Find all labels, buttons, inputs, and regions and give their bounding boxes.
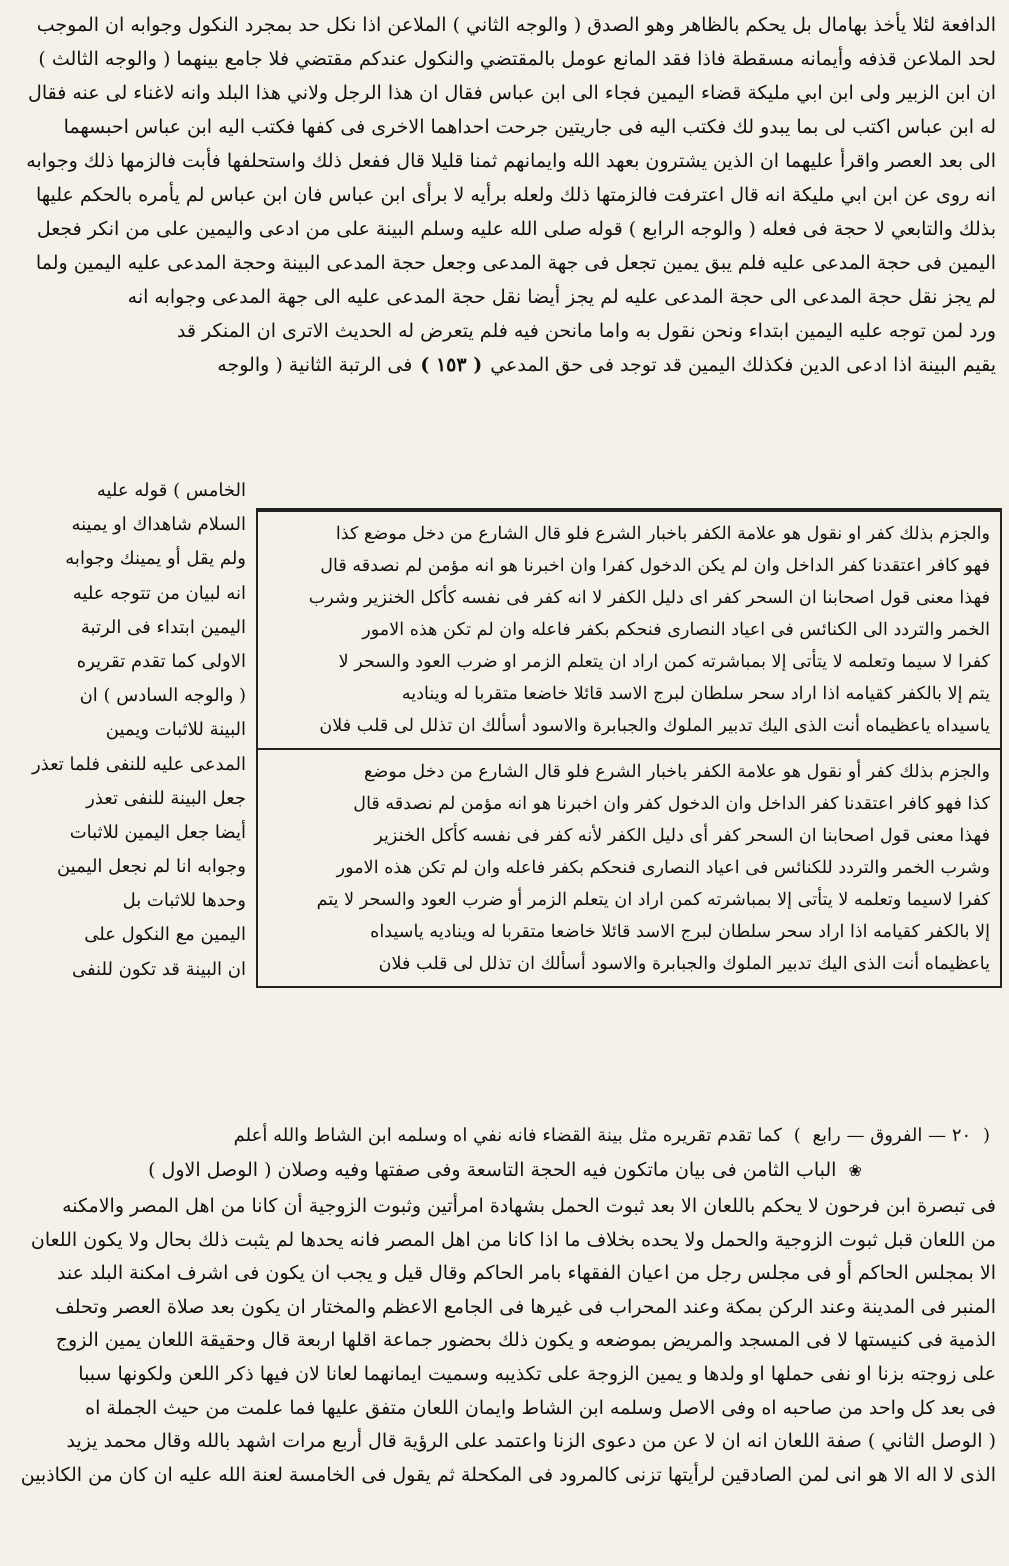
commentary-line: فهو كافر اعتقدنا كفر الداخل وان لم يكن الدخول كفرا وان اخبرنا هو انه مؤمن لم نصدقه قال bbox=[320, 556, 990, 576]
text-line: الدافعة لئلا يأخذ بهامال بل يحكم بالظاهر وهو الصدق ( والوجه الثاني ) الملاعن اذا نكل حد بمجرد النكول وجوابه ان الموجب bbox=[36, 14, 996, 36]
chapter-heading-text: الباب الثامن فى بيان ماتكون فيه الحجة التاسعة وفى صفتها وفيه وصلان ( الوصل الاول ) bbox=[148, 1159, 837, 1181]
text-line: فى تبصرة ابن فرحون لا يحكم باللعان الا بعد ثبوت الحمل بشهادة امرأتين وثبوت الزوجية أن كانا من اهل المصر والامكنه bbox=[62, 1195, 996, 1217]
footer-continuation: كما تقدم تقريره مثل بينة القضاء فانه نفي اه وسلمه ابن الشاط والله أعلم bbox=[233, 1125, 782, 1146]
commentary-part-1 bbox=[258, 512, 1000, 748]
commentary-line: وشرب الخمر والتردد للكنائس فى اعياد النصارى فنحكم بكفر فاعله وان لم تكن هذه الامور bbox=[336, 858, 990, 878]
commentary-line: يتم إلا بالكفر كقيامه اذا اراد سحر سلطان لبرج الاسد قائلا خاضعا متقربا له ويناديه bbox=[401, 684, 990, 704]
text-line: لحد الملاعن قذفه وأيمانه مسقطة فاذا فقد المانع عومل بالمقتضي والنكول عندكم مقتضي فلا جامع بينهما ( والوجه الثالث ) bbox=[38, 48, 996, 70]
text-line: لم يجز نقل حجة المدعى الى حجة المدعى عليه لم يجز أيضا نقل حجة المدعى عليه الى جهة المدعى وجوابه انه bbox=[127, 286, 996, 308]
text-line: بذلك والتابعي لا حجة فى فعله ( والوجه الرابع ) قوله صلى الله عليه وسلم البينة على من ادعى واليمين على من انكر فجعل bbox=[36, 218, 996, 240]
commentary-line: كفرا لا سيما وتعلمه لا يتأتى إلا بمباشرته كمن اراد ان يتعلم الزمر او ضرب العود والسحر لا bbox=[338, 652, 990, 672]
side-line: المدعى عليه للنفى فلما تعذر bbox=[31, 753, 246, 775]
side-line: البينة للاثبات ويمين bbox=[105, 719, 246, 741]
text-line: الى بعد العصر واقرأ عليهما ان الذين يشترون بعهد الله وايمانهم ثمنا قليلا قال ففعل ذلك واستحلفها فأبت فالزمها ذلك وجوابه bbox=[26, 150, 996, 172]
side-line: السلام شاهداك او يمينه bbox=[71, 514, 246, 536]
commentary-line: إلا بالكفر كقيامه اذا اراد سحر سلطان لبرج الاسد قائلا خاضعا متقربا له ويناديه ياسيداه bbox=[370, 922, 990, 942]
top-text-block bbox=[14, 8, 996, 382]
commentary-line: فهذا معنى قول اصحابنا ان السحر كفر أى دليل الكفر لأنه كفر فى نفسه كأكل الخنزير bbox=[374, 826, 990, 846]
side-line: وحدها للاثبات بل bbox=[122, 890, 246, 912]
text-line: انه روى عن ابن ابي مليكة انه قال اعترفت فالزمتها ذلك ولعله برأيه لا برأى ابن عباس فان ابن عباس لم يأمره بالحكم عليها bbox=[35, 184, 996, 206]
commentary-line: ياعظيماه أنت الذى اليك تدبير الملوك والجبابرة والاسود أسألك ان تذلل لى قلب فلان bbox=[378, 954, 990, 974]
side-line: وجوابه انا لم نجعل اليمين bbox=[56, 856, 246, 878]
side-line: الخامس ) قوله عليه bbox=[96, 480, 246, 501]
side-line: اليمين مع النكول على bbox=[84, 924, 246, 946]
text-line: ان ابن الزبير ولى ابن ابي مليكة قضاء اليمين فجاء الى ابن عباس فقال ان هذا الرجل ولاني هذا البلد وانه لاغناء لى عنه فقال bbox=[28, 82, 996, 104]
text-line: ( الوصل الثاني ) صفة اللعان انه ان لا عن من دعوى الزنا واعتمد على الرؤية قال أربع مرات اشهد بالله وقال محمد يزيد bbox=[66, 1430, 996, 1453]
text-line: فى بعد كل واحد من صاحبه اه وفى الاصل وسلمه ابن الشاط وايمان اللعان متفق عليها فما علمت من حيث الجملة اه bbox=[85, 1396, 996, 1419]
footer-number: ٢٠ bbox=[951, 1125, 972, 1146]
side-line: ولم يقل أو يمينك وجوابه bbox=[65, 548, 246, 570]
text-line: ورد لمن توجه عليه اليمين ابتداء ونحن نقول به واما مانحن فيه فلم يتعرض له الحديث الاترى ان المنكر قد bbox=[176, 320, 996, 342]
commentary-line: والجزم بذلك كفر أو نقول هو علامة الكفر باخبار الشرع فلو قال الشارع من دخل موضع bbox=[363, 762, 990, 782]
side-line: الاولى كما تقدم تقريره bbox=[76, 650, 246, 672]
side-line: أيضا جعل اليمين للاثبات bbox=[69, 821, 246, 843]
side-line: انه لبيان من تتوجه عليه bbox=[72, 582, 246, 604]
side-line: ان البينة قد تكون للنفى bbox=[71, 958, 246, 980]
commentary-line: كذا فهو كافر اعتقدنا كفر الداخل وان الدخول كفر وان اخبرنا هو انه مؤمن لم نصدقه قال bbox=[353, 794, 990, 814]
ornament-icon: ❀ bbox=[848, 1161, 862, 1180]
commentary-box bbox=[256, 508, 1002, 988]
text-line: الذى لا اله الا هو انى لمن الصادقين لرأيتها تزنى كالمرود فى المكحلة ثم يقول فى الخامسة لعنة الله عليه ان كان من الكاذبين bbox=[20, 1463, 996, 1486]
side-line: جعل البينة للنفى تعذر bbox=[86, 787, 246, 809]
text-line: الا بمجلس الحاكم أو فى مجلس رجل من اعيان الفقهاء بامر الحاكم وقال قيل و يجب ان يكون فى اشرف امكنة البلد عند bbox=[56, 1262, 996, 1285]
commentary-line: والجزم بذلك كفر او نقول هو علامة الكفر باخبار الشرع فلو قال الشارع من دخل موضع كذا bbox=[335, 524, 990, 544]
side-column-text bbox=[14, 474, 246, 987]
chapter-heading bbox=[14, 1154, 996, 1187]
text-line: له ابن عباس اكتب لى بما يبدو لك فكتب اليه فى جاريتين جرحت احداهما الاخرى فى كفها فكتب اليه ابن عباس احبسهما bbox=[63, 116, 996, 138]
text-line: من اللعان قبل ثبوت الزوجية والحمل ولا يحده بخلاف ما اذا كانا من اهل المصر فانه يحدها لم يثبت ذلك بحال ولا يكون اللعان bbox=[30, 1228, 996, 1251]
text-line: اليمين فى حجة المدعى عليه فلم يبق يمين تجعل فى جهة المدعى وجعل حجة المدعى البينة وحجة المدعى عليه اليمين ولما bbox=[35, 252, 996, 274]
page-number: ( ١٥٣ ) bbox=[420, 354, 483, 376]
text-line: المنبر فى المدينة وعند الركن بمكة وعند المحراب فى غيرها فى الجامع الاعظم والمختار ان يكون بعد صلاة العصر وتحلف bbox=[55, 1295, 996, 1318]
line-text: يقيم البينة اذا ادعى الدين فكذلك اليمين قد توجد فى حق المدعي bbox=[490, 354, 996, 376]
text-line: على زوجته بزنا او نفى حملها او ولدها و يمين الزوجة على تكذيبه وسميت ايمانهما لعانا لان فيها ذكر اللعن ولكونها سببا bbox=[78, 1362, 996, 1385]
text-line bbox=[14, 348, 996, 382]
footer-label: الفروق bbox=[870, 1125, 923, 1146]
side-line: ( والوجه السادس ) ان bbox=[79, 685, 246, 707]
bottom-text-block bbox=[14, 1190, 996, 1492]
text-line: الذمية فى كنيستها لا فى المسجد والمريض بموضعه و يكون ذلك بحضور جماعة اقلها اربعة قال وحقيقة اللعان يمين الزوج bbox=[55, 1329, 996, 1352]
commentary-line: فهذا معنى قول اصحابنا ان السحر كفر اى دليل الكفر لا انه كفر فى نفسه كأكل الخنزير وشرب bbox=[308, 588, 990, 608]
commentary-part-2 bbox=[258, 750, 1000, 986]
line-tail: فى الرتبة الثانية ( والوجه bbox=[217, 354, 413, 376]
footer-part: رابع bbox=[812, 1125, 841, 1146]
commentary-line: ياسيداه ياعظيماه أنت الذى اليك تدبير الملوك والجبابرة والاسود أسألك ان تذلل لى قلب فلان bbox=[319, 716, 990, 736]
commentary-line: كفرا لاسيما وتعلمه لا يتأتى إلا بمباشرته كمن اراد ان يتعلم الزمر أو ضرب العود والسحر لا يتم bbox=[316, 890, 990, 910]
commentary-line: الخمر والتردد الى الكنائس فى اعياد النصارى فنحكم بكفر فاعله وان لم تكن هذه الامور bbox=[362, 620, 990, 640]
page-footer: ( ٢٠ — الفروق — رابع ) كما تقدم تقريره مثل بينة القضاء فانه نفي اه وسلمه ابن الشاط والله أعلم bbox=[233, 1125, 990, 1146]
side-line: اليمين ابتداء فى الرتبة bbox=[80, 616, 246, 638]
